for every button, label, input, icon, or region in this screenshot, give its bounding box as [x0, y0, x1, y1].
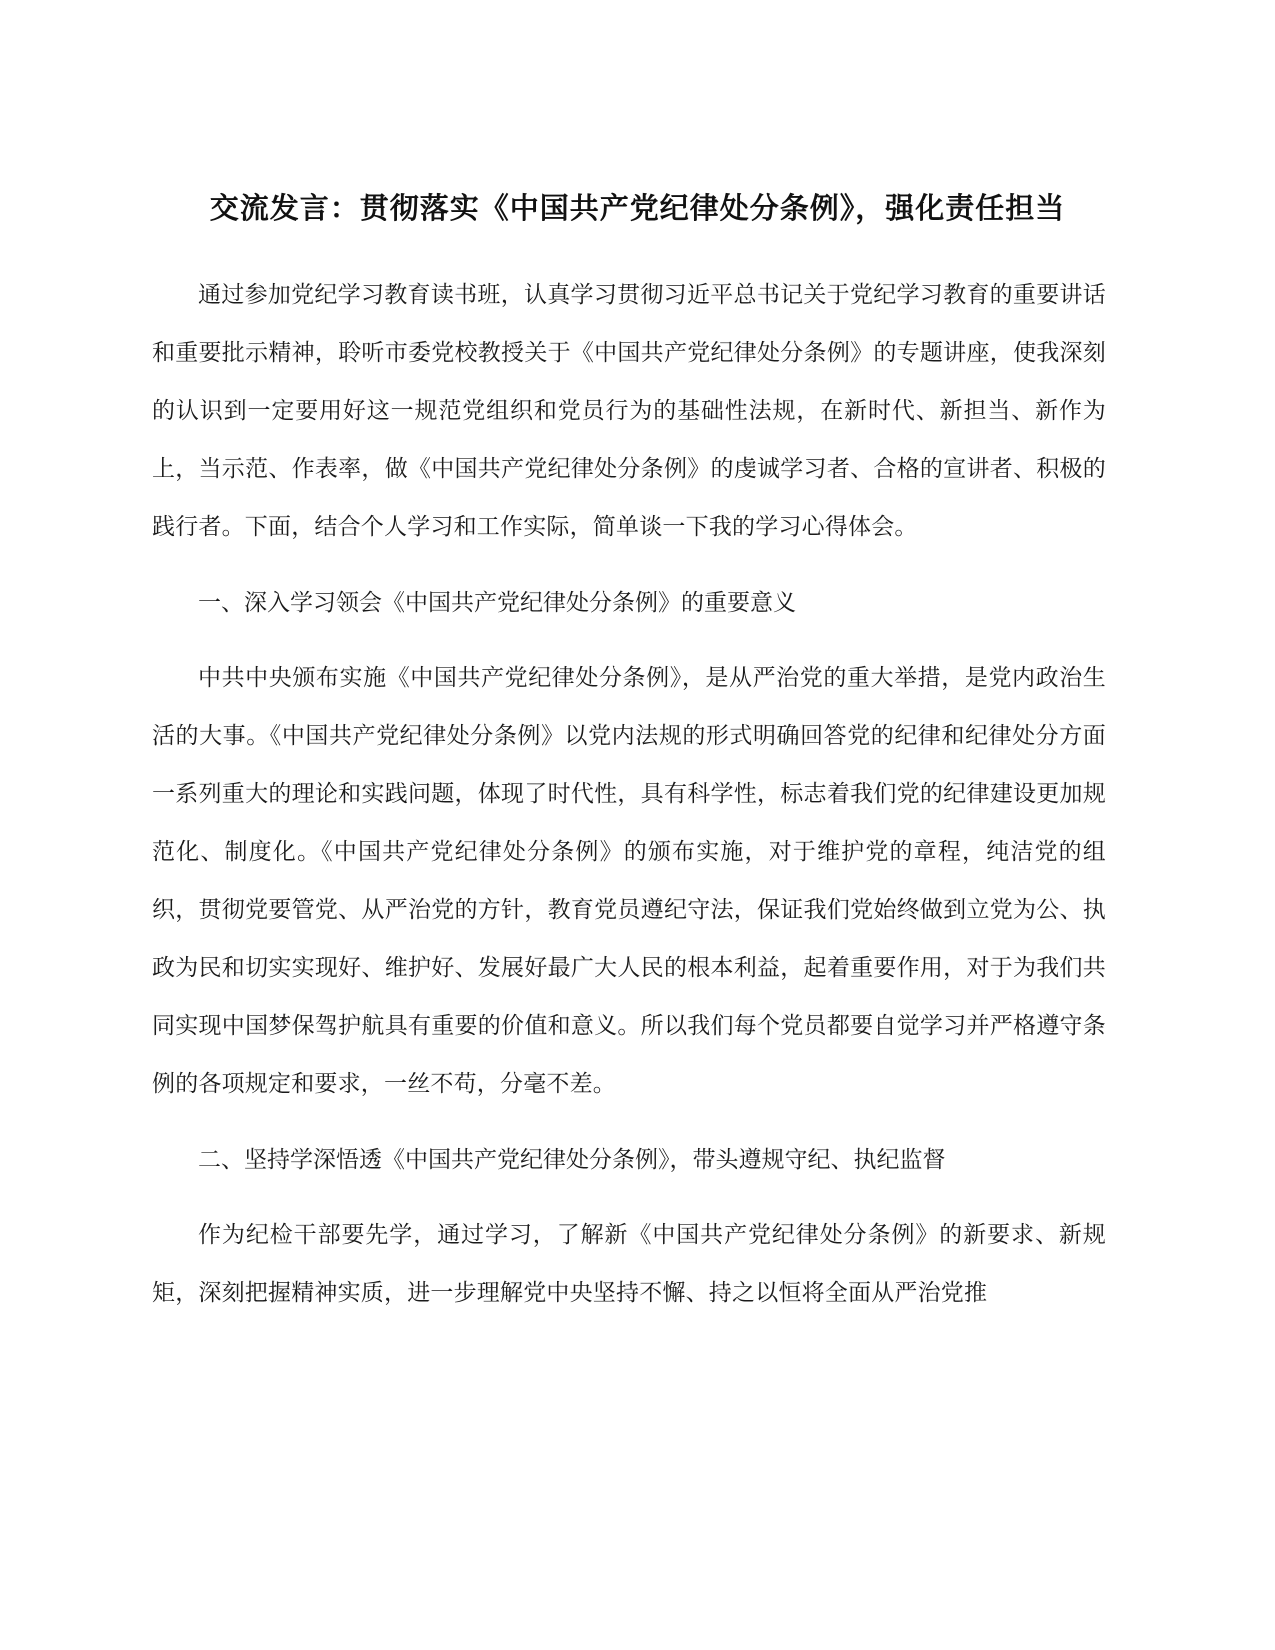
- intro-paragraph: 通过参加党纪学习教育读书班，认真学习贯彻习近平总书记关于党纪学习教育的重要讲话和重要批示精神，聆听市委党校教授关于《中国共产党纪律处分条例》的专题讲座，使我深刻的认识到一定要用好这一规范党组织和党员行为的基础性法规，在新时代、新担当、新作为上，当示范、作表率，做《中国共产党纪律处分条例》的虔诚学习者、合格的宣讲者、积极的践行者。下面，结合个人学习和工作实际，简单谈一下我的学习心得体会。: [152, 282, 1106, 540]
- section-2-paragraph: 作为纪检干部要先学，通过学习，了解新《中国共产党纪律处分条例》的新要求、新规矩，深刻把握精神实质，进一步理解党中央坚持不懈、持之以恒将全面从严治党推: [152, 1222, 1106, 1306]
- section-2-heading: 二、坚持学深悟透《中国共产党纪律处分条例》，带头遵规守纪、执纪监督: [198, 1147, 946, 1173]
- document-title: 交流发言：贯彻落实《中国共产党纪律处分条例》，强化责任担当: [209, 191, 1066, 225]
- section-1-heading: 一、深入学习领会《中国共产党纪律处分条例》的重要意义: [198, 590, 796, 616]
- document-body: [152, 266, 1106, 1322]
- section-1-paragraph: 中共中央颁布实施《中国共产党纪律处分条例》，是从严治党的重大举措，是党内政治生活的大事。《中国共产党纪律处分条例》以党内法规的形式明确回答党的纪律和纪律处分方面一系列重大的理论和实践问题，体现了时代性，具有科学性，标志着我们党的纪律建设更加规范化、制度化。《中国共产党纪律处分条例》的颁布实施，对于维护党的章程，纯洁党的组织，贯彻党要管党、从严治党的方针，教育党员遵纪守法，保证我们党始终做到立党为公、执政为民和切实实现好、维护好、发展好最广大人民的根本利益，起着重要作用，对于为我们共同实现中国梦保驾护航具有重要的价值和意义。所以我们每个党员都要自觉学习并严格遵守条例的各项规定和要求，一丝不苟，分毫不差。: [152, 665, 1106, 1097]
